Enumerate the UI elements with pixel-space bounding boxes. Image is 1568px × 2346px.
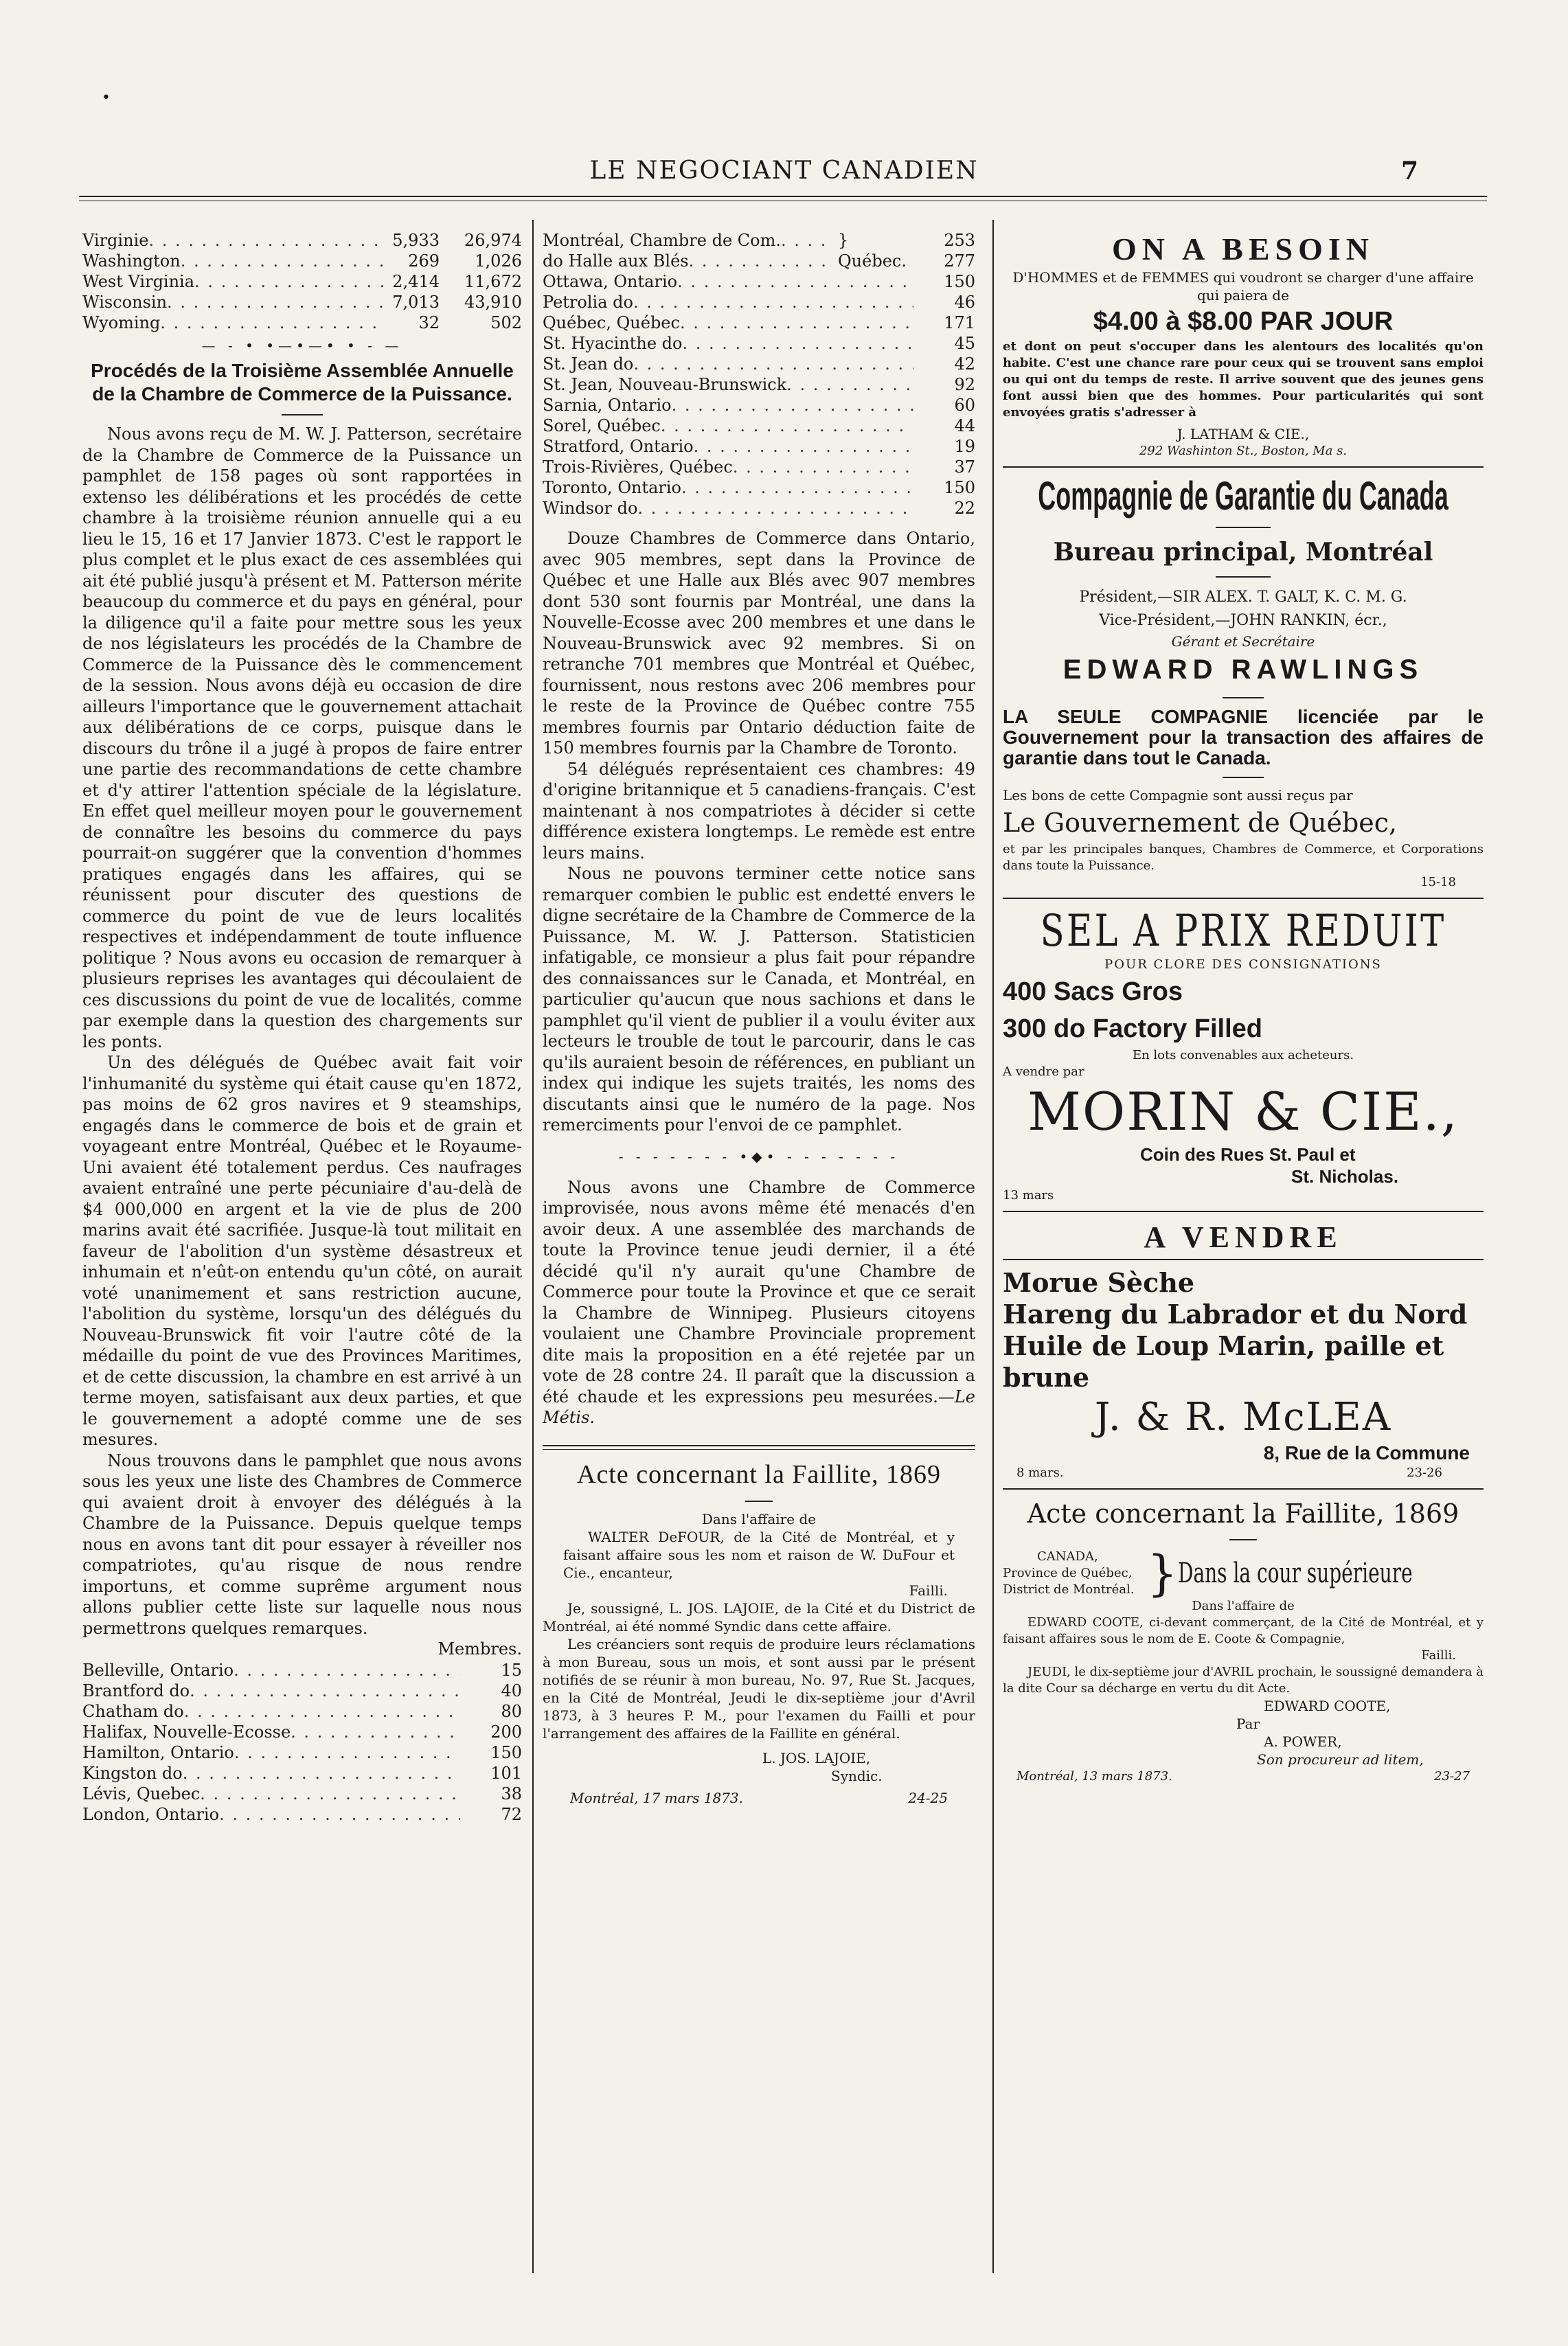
garantie-president: Président,—SIR ALEX. T. GALT, K. C. M. G. xyxy=(1079,589,1407,606)
sel-date: 13 mars xyxy=(1003,1188,1054,1203)
article-paragraph: Nous trouvons dans le pamphlet que nous avons sous les yeux une liste des Chambres de Commerce qui avaient droit à envoyer des délégués à la Chambre de la Puissance. Depuis quelque temps nous en avons tant dit pour essayer à réveiller nos compatriotes, qu'au risque de nous rendre importuns, et comme suprême argument nous allons publier cette liste sur laquelle nous nous permettrons quelques remarques. xyxy=(82,1450,522,1638)
list-item: London, Ontario . . . 72 xyxy=(82,1804,522,1825)
garantie-gouv: Le Gouvernement de Québec, xyxy=(1003,808,1398,838)
article-paragraph: Nous ne pouvons terminer cette notice sans remarquer combien le public est endetté envers le digne secrétaire de la Chambre de Commerce de la Puissance, M. W. J. Patterson. Statisticien infatigable, ce monsieur a plus fait pour répandre des connaissances sur le Canada, et Montréal, en particulier qu'aucun que nous sachions et dans le pamphlet qu'il vient de publier il a voulu éviter aux lecteurs le trouble de tout le parcourir, dans le cas qu'ils auraient besoin de références, en publiant un index qui indique les sujets traités, les noms des discutants ainsi que le numéro de la page. Nos remerciments pour l'envoi de ce pamphlet. xyxy=(543,864,975,1135)
list-item: Halifax, Nouvelle-Ecosse . . . 200 xyxy=(82,1722,522,1742)
column-3 xyxy=(1003,230,1484,1785)
garantie-bureau: Bureau principal, Montréal xyxy=(1053,538,1433,567)
table-row: West Virginia . . . 2,414 11,672 xyxy=(82,271,522,292)
garantie-banques: et par les principales banques, Chambres de Commerce, et Corporations dans toute la Puissance. xyxy=(1003,842,1484,873)
list-item: Toronto, Ontario . . . 150 xyxy=(543,477,975,498)
table-row: Wisconsin . . . 7,013 43,910 xyxy=(82,292,522,312)
sel-lots: En lots convenables aux acheteurs. xyxy=(1132,1048,1354,1062)
garantie-bons: Les bons de cette Compagnie sont aussi reçus par xyxy=(1003,787,1353,804)
table-row: Washington . . . 269 1,026 xyxy=(82,251,522,271)
vendre-date: 8 mars. xyxy=(1016,1466,1064,1480)
list-item: Stratford, Ontario . . . 19 xyxy=(543,436,975,457)
article-paragraph: Un des délégués de Québec avait fait voir l'inhumanité du système qui était cause qu'en 1872, pas moins de 62 gros navires et 9 steamships, engagés dans le commerce de bois et de grain et voyageant entre Montréal, Québec et le Royaume-Uni avaient été totalement perdus. Ces naufrages avaient entraîné une perte pécuniaire d'au-delà de $4 000,000 en argent et la vie de plus de 200 marins avait été sacrifiée. Jusque-là tout militait en faveur de l'abolition d'un système désastreux et inhumain et n'eût-on entendu qu'un côté, on aurait voté unanimement et sans restriction aucune, l'abolition du système, lorsqu'un des délégués du Nouveau-Brunswick fit voir l'autre côté de la médaille du point de vue des Provinces Maritimes, et de cette discussion, la chambre en est arrivé à un terme moyen, satisfaisant aux deux parties, et que le gouvernement a adopté comme une de ses mesures. xyxy=(82,1053,522,1449)
sel-ad xyxy=(1003,906,1484,1204)
column-2 xyxy=(543,230,975,1807)
faillite2-failli: Failli. xyxy=(1421,1648,1456,1663)
faillite2-sig2: A. POWER, xyxy=(1264,1733,1342,1750)
list-item: Belleville, Ontario . . . 15 xyxy=(82,1660,522,1681)
sel-firm: MORIN & CIE., xyxy=(1027,1081,1459,1142)
divider xyxy=(1223,777,1264,778)
faillite2-footer xyxy=(1003,1768,1484,1785)
list-item: Hamilton, Ontario . . . 150 xyxy=(82,1742,522,1763)
divider xyxy=(1229,1539,1257,1540)
vendre-item: Huile de Loup Marin, paille et brune xyxy=(1003,1330,1444,1393)
faillite-intro: Dans l'affaire de xyxy=(701,1510,817,1527)
chambers-list-continued xyxy=(543,230,975,519)
membres-label: Membres. xyxy=(438,1639,522,1659)
list-item: St. Jean do . . . 42 xyxy=(543,354,975,374)
page-mark: • xyxy=(102,89,111,106)
faillite2-intro: Dans l'affaire de xyxy=(1192,1599,1295,1613)
page-number: 7 xyxy=(1401,157,1419,185)
besoin-ad xyxy=(1003,230,1484,459)
faillite-failli: Failli. xyxy=(909,1582,948,1599)
divider xyxy=(745,1501,773,1502)
states-table xyxy=(82,230,522,333)
list-item: Ottawa, Ontario . . . 150 xyxy=(543,271,975,292)
ornament: — - • •—•—• • - — xyxy=(201,337,403,354)
faillite2-body: JEUDI, le dix-septième jour d'AVRIL prochain, le soussigné demandera à la dite Cour sa décharge en vertu du dit Acte. xyxy=(1003,1665,1484,1696)
vendre-title: A VENDRE xyxy=(1144,1220,1343,1254)
list-item: Petrolia do . . . 46 xyxy=(543,292,975,312)
article-paragraph: Douze Chambres de Commerce dans Ontario, avec 905 membres, sept dans la Province de Québec et une Halle aux Blés avec 907 membres dont 530 sont fournis par Montréal, une dans la Nouvelle-Ecosse avec 200 membres et une dans le Nouveau-Brunswick avec 92 membres. Si on retranche 701 membres que Montréal et Québec, fournissent, nous restons avec 206 membres pour le reste de la Province de Québec contre 755 membres fournis par Ontario déduction faite de 150 membres fournis par la Chambre de Toronto. xyxy=(543,529,975,758)
sel-address-2: St. Nicholas. xyxy=(1291,1166,1399,1187)
faillite-footer xyxy=(543,1789,975,1807)
faillite2-ref: 23-27 xyxy=(1434,1769,1470,1784)
garantie-title: Compagnie de Garantie du Canada xyxy=(1038,474,1448,519)
vendre-firm: J. & R. McLEA xyxy=(1094,1395,1392,1439)
divider xyxy=(543,1445,975,1446)
divider xyxy=(1216,527,1271,528)
sel-title: SEL A PRIX REDUIT xyxy=(1040,906,1446,957)
list-item: St. Jean, Nouveau-Brunswick . . . 92 xyxy=(543,374,975,395)
faillite2-sig3: Son procureur ad litem, xyxy=(1257,1751,1424,1768)
faillite2-province: Province de Québec, xyxy=(1003,1566,1133,1580)
faillite-role: Syndic. xyxy=(831,1767,883,1784)
list-item: Montréal, Chambre de Com. . . . } 253 xyxy=(543,230,975,251)
divider xyxy=(1003,1259,1484,1260)
besoin-pay: $4.00 à $8.00 PAR JOUR xyxy=(1093,307,1394,336)
faillite-body: Les créanciers sont requis de produire leurs réclamations à mon Bureau, sous un mois, et sont aussi par le présent notifiés de se réunir à mon bureau, No. 97, Rue St. Jacques, en la Cité de Montréal, Jeudi le dix-septième jour d'Avril 1873, à 3 heures P. M., pour l'examen du Failli et pour l'arrangement des affaires de la Faillite en général. xyxy=(543,1635,975,1742)
list-item: St. Hyacinthe do . . . 45 xyxy=(543,333,975,354)
list-item: Sarnia, Ontario . . . 60 xyxy=(543,395,975,415)
faillite2-jurisdiction xyxy=(1003,1549,1147,1598)
garantie-vice: Vice-Président,—JOHN RANKIN, écr., xyxy=(1099,612,1387,629)
divider xyxy=(1003,1211,1484,1212)
faillite2-par: Par xyxy=(1236,1716,1260,1732)
faillite2-title: Acte concernant la Faillite, 1869 xyxy=(1027,1499,1459,1529)
besoin-text: D'HOMMES et de FEMMES qui voudront se charger d'une affaire qui paiera de xyxy=(1012,269,1474,304)
list-item: Kingston do . . . 101 xyxy=(82,1763,522,1784)
column-rule-2 xyxy=(992,220,994,2273)
sel-vendre-par: A vendre par xyxy=(1003,1064,1084,1079)
sel-line2: 300 do Factory Filled xyxy=(1003,1014,1262,1043)
faillite2-notice xyxy=(1003,1496,1484,1785)
sel-address: Coin des Rues St. Paul et xyxy=(1140,1144,1356,1165)
list-item: Brantford do . . . 40 xyxy=(82,1681,522,1701)
sel-sub: POUR CLORE DES CONSIGNATIONS xyxy=(1104,957,1382,972)
garantie-gerant: EDWARD RAWLINGS xyxy=(1063,654,1424,685)
faillite2-canada: CANADA, xyxy=(1037,1549,1098,1564)
faillite-title: Acte concernant la Faillite, 1869 xyxy=(577,1459,941,1489)
list-item: Windsor do . . . 22 xyxy=(543,498,975,519)
divider xyxy=(1003,466,1484,468)
vendre-ref: 23-26 xyxy=(1407,1466,1442,1480)
article-paragraph: 54 délégués représentaient ces chambres: 49 d'origine britannique et 5 canadiens-français. C'est maintenant à nos compatriotes à décider si cette différence existera longtemps. Le remède est entre leurs mains. xyxy=(543,759,975,863)
ornament: - - - - - - - •◆• - - - - - - - xyxy=(618,1148,900,1165)
metis-source: Le Métis. xyxy=(543,1387,975,1427)
divider xyxy=(282,414,323,415)
list-item: Chatham do . . . 80 xyxy=(82,1701,522,1722)
header-rule xyxy=(79,196,1487,197)
article-title: Procédés de la Troisième Assemblée Annuelle de la Chambre de Commerce de la Puissance. xyxy=(91,360,514,405)
faillite2-court: Dans la cour supérieure xyxy=(1177,1558,1413,1589)
garantie-ad xyxy=(1003,475,1484,891)
garantie-gerant-label: Gérant et Secrétaire xyxy=(1171,633,1315,650)
faillite2-district: District de Montréal. xyxy=(1003,1582,1135,1597)
table-row: Virginie . . . 5,933 26,974 xyxy=(82,230,522,251)
besoin-name: J. LATHAM & CIE., xyxy=(1177,426,1310,442)
faillite-body: Je, soussigné, L. JOS. LAJOIE, de la Cité et du District de Montréal, ai été nommé Syndic dans cette affaire. xyxy=(543,1599,975,1635)
vendre-footer xyxy=(1003,1465,1484,1481)
divider xyxy=(1223,697,1264,698)
divider xyxy=(543,1449,975,1450)
garantie-seule: LA SEULE COMPAGNIE licenciée par le Gouvernement pour la transaction des affaires de garantie dans tout le Canada. xyxy=(1003,706,1484,768)
vendre-address: 8, Rue de la Commune xyxy=(1263,1442,1470,1464)
vendre-item: Morue Sèche xyxy=(1003,1267,1195,1298)
faillite2-sig1: EDWARD COOTE, xyxy=(1264,1698,1391,1714)
column-1 xyxy=(82,230,522,1825)
garantie-ref: 15-18 xyxy=(1420,875,1456,889)
list-item: Québec, Québec . . . 171 xyxy=(543,312,975,333)
column-rule-1 xyxy=(532,220,534,2273)
besoin-details: et dont on peut s'occuper dans les alentours des localités qu'on habite. C'est une chance rare pour ceux qui se trouvent sans emploi ou qui ont du temps de reste. Il arrive souvent que des jeunes gens font aussi bien que des hommes. Pour particularités qui sont envoyées gratis s'adresser à xyxy=(1003,339,1484,420)
sel-line1: 400 Sacs Gros xyxy=(1003,977,1183,1006)
vendre-ad xyxy=(1003,1219,1484,1481)
metis-paragraph: Nous avons une Chambre de Commerce improvisée, nous avons même été menacés d'en avoir deux. A une assemblée des marchands de toute la Province tenue jeudi dernier, il a été décidé qu'il n'y aurait qu'une Chambre de Commerce pour toute la Province et que ce serait la Chambre de Winnipeg. Plusieurs citoyens voulaient une Chambre Provinciale proprement dite mais la proposition en a été rejetée par un vote de 28 contre 24. Il paraît que la discussion a été chaude et les expressions peu mesurées.—Le Métis. xyxy=(543,1177,975,1427)
divider xyxy=(1003,898,1484,899)
list-item: Sorel, Québec . . . 44 xyxy=(543,415,975,436)
faillite-signature: L. JOS. LAJOIE, xyxy=(762,1749,871,1766)
besoin-title: ON A BESOIN xyxy=(1112,231,1374,266)
table-row: Wyoming . . . 32 502 xyxy=(82,312,522,333)
faillite2-debtor: EDWARD COOTE, ci-devant commerçant, de la Cité de Montréal, et y faisant affaires sous le nom de E. Coote & Compagnie, xyxy=(1003,1615,1484,1646)
chambers-list xyxy=(82,1660,522,1825)
faillite2-date: Montréal, 13 mars 1873. xyxy=(1016,1769,1172,1784)
faillite-ref: 24-25 xyxy=(908,1789,948,1806)
list-item: Trois-Rivières, Québec . . . 37 xyxy=(543,457,975,477)
faillite2-court-block xyxy=(1003,1545,1484,1602)
faillite-date: Montréal, 17 mars 1873. xyxy=(570,1789,744,1806)
faillite-debtor: WALTER DeFOUR, de la Cité de Montréal, et y faisant affaire sous les nom et raison de W. DuFour et Cie., encanteur, xyxy=(563,1528,955,1581)
brace: } xyxy=(1147,1545,1178,1602)
list-item: do Halle aux Blés . . . Québec. 277 xyxy=(543,251,975,271)
vendre-item: Hareng du Labrador et du Nord xyxy=(1003,1299,1468,1330)
besoin-address: 292 Washinton St., Boston, Ma s. xyxy=(1139,444,1348,458)
article-paragraph: Nous avons reçu de M. W. J. Patterson, secrétaire de la Chambre de Commerce de la Puissance un pamphlet de 158 pages où sont rapportées in extenso les délibérations et les procédés de cette chambre à la troisième réunion annuelle qui a eu lieu le 15, 16 et 17 Janvier 1873. C'est le rapport le plus complet et le plus exact de ces assemblées qui ait été publié jusqu'à présent et M. Patterson mérite beaucoup du commerce et du pays en général, pour la diligence qu'il a faite pour mettre sous les yeux de nos législateurs les procédés de la Chambre de Commerce de la Puissance dès le commencement de la session. Nous avons déjà eu occasion de dire ailleurs l'importance que le gouvernement attachait aux délibérations de ce corps, puisque dans le discours du trône il a jugé à propos de faire entrer une partie des recommandations de cette chambre et d'y attirer l'attention spéciale de la législature. En effet quel meilleur moyen pour le gouvernement de connaître les besoins du commerce du pays pourrait-on suggérer que la convention d'hommes pratiques engagés dans les affaires, qui se réunissent pour discuter des questions de commerce du point de vue de leurs localités respectives et indépendamment de toute influence politique ? Nous avons eu occasion de remarquer à plusieurs reprises les avantages qui découlaient de ces discussions du point de vue de localités, comme par exemple dans la question des chargements sur les ponts. xyxy=(82,424,522,1051)
page-title: LE NEGOCIANT CANADIEN xyxy=(589,157,979,185)
divider xyxy=(1003,1488,1484,1490)
divider xyxy=(1216,576,1271,578)
list-item: Lévis, Quebec . . . 38 xyxy=(82,1784,522,1804)
faillite-notice xyxy=(543,1457,975,1807)
